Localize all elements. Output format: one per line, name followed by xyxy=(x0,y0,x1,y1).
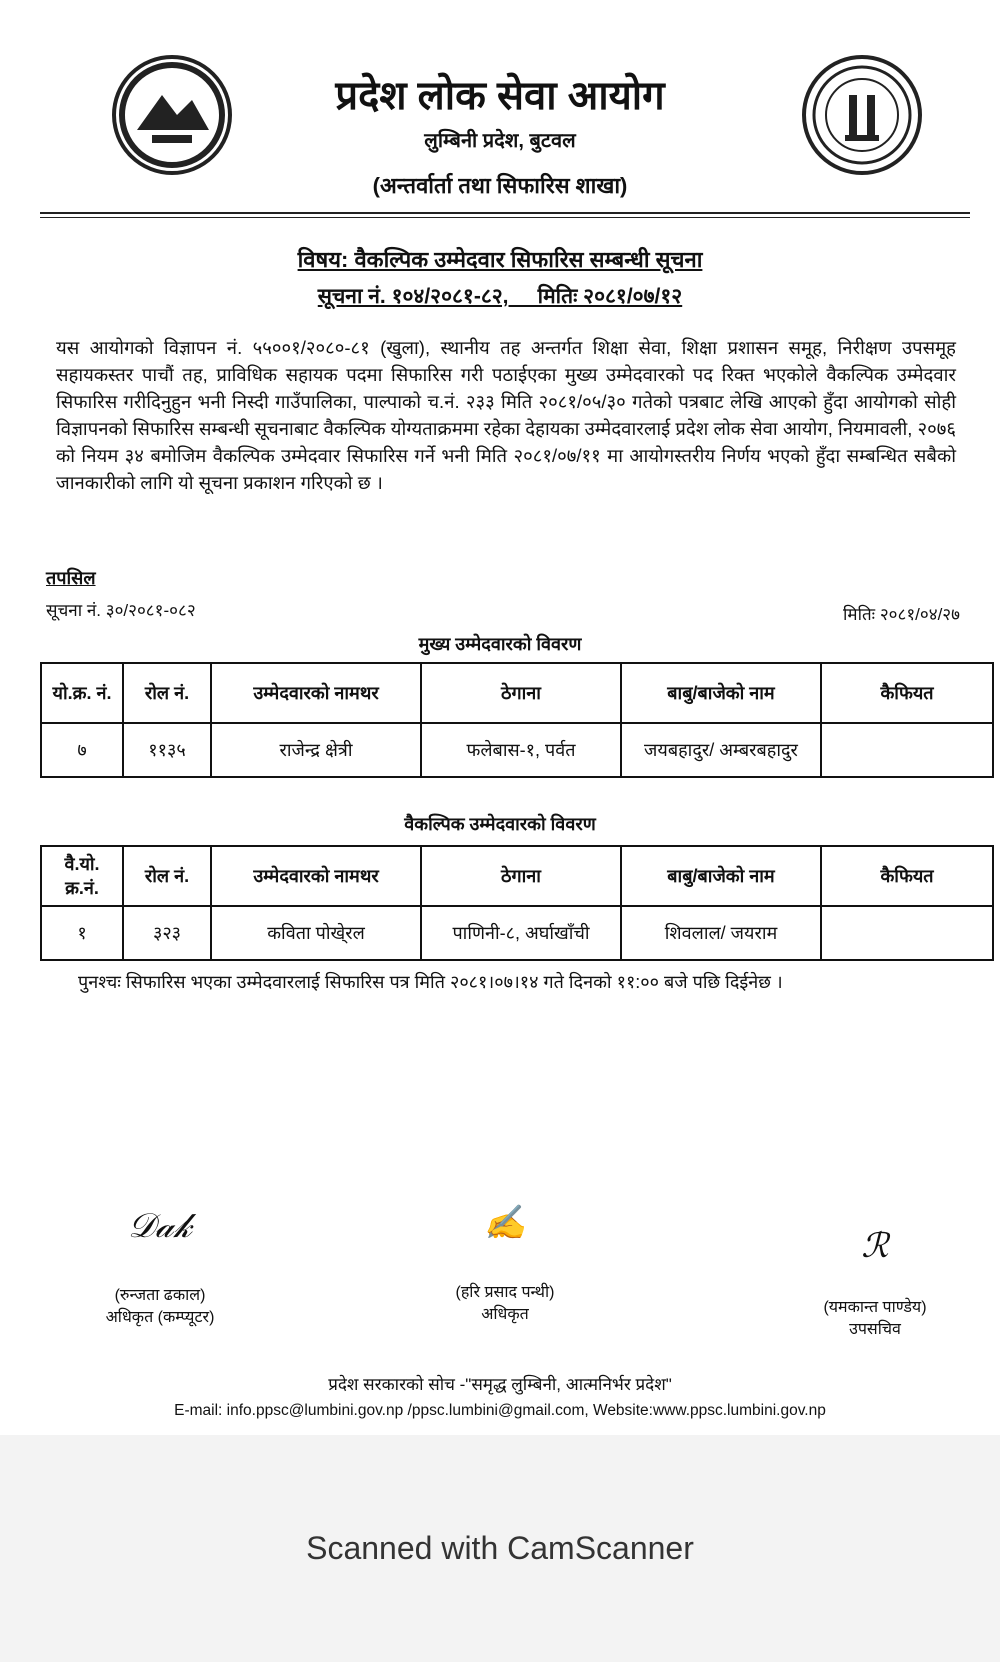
col-header: कैफियत xyxy=(821,846,993,906)
alternate-candidate-table xyxy=(40,845,994,961)
cell xyxy=(821,906,993,960)
main-table-caption: मुख्य उम्मेदवारको विवरण xyxy=(418,634,582,654)
signatory-name: (यमकान्त पाण्डेय) xyxy=(823,1299,927,1316)
signature-image: ℛ xyxy=(861,1226,889,1266)
cell: ७ xyxy=(41,723,123,777)
notice-number: सूचना नं. १०४/२०८१-८२, मितिः २०८१/०७/१२ xyxy=(317,285,683,308)
notice-body: यस आयोगको विज्ञापन नं. ५५००१/२०८०-८१ (खुला), स्थानीय तह अन्तर्गत शिक्षा सेवा, शिक्षा प्रशासन समूह, निरीक्षण उपसमूह सहायकस्तर पाचौं तह, प्राविधिक सहायक पदमा सिफारिस गरी पठाईएका मुख्य उम्मेदवारको पद रिक्त भएकोले वैकल्पिक उम्मेदवार सिफारिस गरीदिनुहुन भनी निस्दी गाउँपालिका, पाल्पाको च.नं. २३३ मिति २०८१/०५/३० गतेको पत्रबाट लेखि आएको हुँदा आयोगको सोही विज्ञापनको सिफारिस सम्बन्धी सूचनाबाट वैकल्पिक योग्यताक्रममा रहेका देहायका उम्मेदवारलाई प्रदेश लोक सेवा आयोग, नियमावली, २०७६ को नियम ३४ बमोजिम वैकल्पिक उम्मेदवार सिफारिस गर्ने भनी मिति २०८१/०७/११ मा आयोगस्तरीय निर्णय भएको हुँदा सम्बन्धित सबैको जानकारीको लागि यो सूचना प्रकाशन गरिएको छ । xyxy=(56,337,956,493)
signature-image: ✍ xyxy=(483,1203,527,1243)
cell: जयबहादुर/ अम्बरबहादुर xyxy=(621,723,821,777)
col-header: बाबु/बाजेको नाम xyxy=(621,846,821,906)
reference-date: मितिः २०८१/०४/२७ xyxy=(843,605,960,624)
cell: कविता पोखे्रल xyxy=(211,906,421,960)
cell: राजेन्द्र क्षेत्री xyxy=(211,723,421,777)
col-header: बाबु/बाजेको नाम xyxy=(621,663,821,723)
footer-contact: E-mail: info.ppsc@lumbini.gov.np /ppsc.lumbini@gmail.com, Website:www.ppsc.lumbini.gov.np xyxy=(174,1402,826,1419)
divider xyxy=(40,212,970,214)
col-header: कैफियत xyxy=(821,663,993,723)
alt-table-caption: वैकल्पिक उम्मेदवारको विवरण xyxy=(404,814,596,834)
col-header: उम्मेदवारको नामथर xyxy=(211,663,421,723)
cell: फलेबास-१, पर्वत xyxy=(421,723,621,777)
signatory-3 xyxy=(785,1226,965,1341)
signature-image: 𝒟𝒶𝓀 xyxy=(127,1206,193,1246)
postscript-note: पुनश्चः सिफारिस भएका उम्मेदवारलाई सिफारिस पत्र मिति २०८१।०७।१४ गते दिनको ११:०० बजे पछि दिईनेछ । xyxy=(78,972,783,992)
cell: १ xyxy=(41,906,123,960)
subject: विषय: वैकल्पिक उम्मेदवार सिफारिस सम्बन्धी सूचना xyxy=(297,247,703,272)
tapsil-heading: तपसिल xyxy=(46,568,96,588)
signatory-title: अधिकृत (कम्प्यूटर) xyxy=(105,1309,215,1326)
cell: ११३५ xyxy=(123,723,211,777)
camscanner-watermark: Scanned with CamScanner xyxy=(306,1530,694,1566)
cell: ३२३ xyxy=(123,906,211,960)
col-header: ठेगाना xyxy=(421,846,621,906)
col-header: रोल नं. xyxy=(123,663,211,723)
org-title: प्रदेश लोक सेवा आयोग xyxy=(335,74,665,118)
cell: पाणिनी-८, अर्घाखाँची xyxy=(421,906,621,960)
branch-name: (अन्तर्वार्ता तथा सिफारिस शाखा) xyxy=(372,173,628,198)
col-header: ठेगाना xyxy=(421,663,621,723)
footer-slogan: प्रदेश सरकारको सोच -"समृद्ध लुम्बिनी, आत्मनिर्भर प्रदेश" xyxy=(328,1375,672,1394)
signatory-1 xyxy=(70,1206,250,1329)
table-row xyxy=(41,906,993,960)
main-candidate-table xyxy=(40,662,994,778)
divider xyxy=(40,217,970,218)
signatory-name: (रुन्जता ढकाल) xyxy=(114,1287,206,1304)
col-header: वै.यो. क्र.नं. xyxy=(41,846,123,906)
org-address: लुम्बिनी प्रदेश, बुटवल xyxy=(424,130,576,152)
signatory-title: उपसचिव xyxy=(849,1321,901,1338)
col-header: रोल नं. xyxy=(123,846,211,906)
table-header-row xyxy=(41,663,993,723)
cell xyxy=(821,723,993,777)
table-row xyxy=(41,723,993,777)
reference-number: सूचना नं. ३०/२०८१-०८२ xyxy=(46,601,196,620)
table-header-row xyxy=(41,846,993,906)
signatory-title: अधिकृत xyxy=(481,1306,529,1323)
col-header: यो.क्र. नं. xyxy=(41,663,123,723)
signatory-name: (हरि प्रसाद पन्थी) xyxy=(455,1284,555,1301)
signatory-2 xyxy=(405,1203,605,1326)
col-header: उम्मेदवारको नामथर xyxy=(211,846,421,906)
cell: शिवलाल/ जयराम xyxy=(621,906,821,960)
